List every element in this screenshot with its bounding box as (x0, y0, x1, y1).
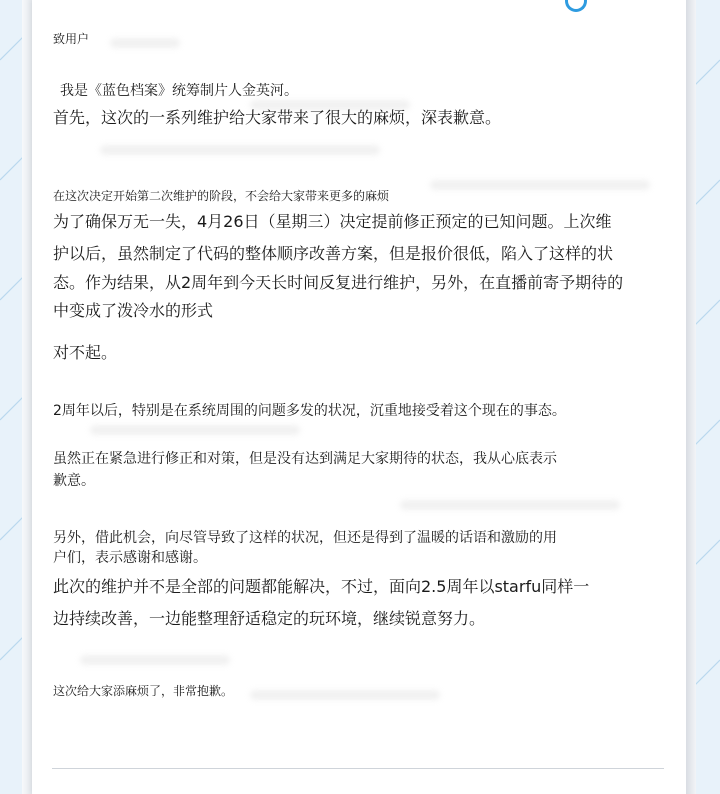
sorry-line: 对不起。 (53, 343, 118, 362)
paragraph-line: 边持续改善，一边能整理舒适稳定的玩环境，继续锐意努力。 (53, 609, 486, 628)
paper-edge-right (686, 0, 696, 794)
blur-trace (90, 425, 300, 435)
blur-trace (250, 690, 440, 700)
apology-line: 首先，这次的一系列维护给大家带来了很大的麻烦，深表歉意。 (53, 108, 502, 127)
blur-trace (110, 38, 180, 48)
paragraph-line: 歉意。 (53, 473, 95, 489)
paragraph-line: 另外，借此机会，向尽管导致了这样的状况，但还是得到了温暖的话语和激励的用 (53, 530, 557, 546)
footer-divider (52, 768, 664, 769)
paragraph-line: 护以后，虽然制定了代码的整体顺序改善方案，但是报价很低，陷入了这样的状 (53, 244, 614, 263)
paragraph-line: 户们，表示感谢和感谢。 (53, 550, 207, 566)
paragraph-line: 中变成了泼冷水的形式 (53, 301, 214, 320)
intro-line: 我是《蓝色档案》统筹制片人金英河。 (60, 83, 298, 99)
paragraph-line: 态。作为结果，从2周年到今天长时间反复进行维护，另外，在直播前寄予期待的 (53, 273, 624, 292)
paragraph-line: 2周年以后，特别是在系统周围的问题多发的状况，沉重地接受着这个现在的事态。 (53, 403, 566, 419)
section-heading: 在这次决定开始第二次维护的阶段，不会给大家带来更多的麻烦 (53, 189, 390, 203)
blur-trace (430, 180, 650, 190)
paragraph-line: 为了确保万无一失，4月26日（星期三）决定提前修正预定的已知问题。上次维 (53, 212, 612, 231)
paper-edge-left (22, 0, 32, 794)
paragraph-line: 此次的维护并不是全部的问题都能解决，不过，面向2.5周年以starfu同样一 (53, 577, 590, 596)
blur-trace (100, 145, 380, 155)
salutation: 致用户 (53, 32, 90, 46)
closing-line: 这次给大家添麻烦了，非常抱歉。 (53, 684, 234, 698)
paragraph-line: 虽然正在紧急进行修正和对策，但是没有达到满足大家期待的状态，我从心底表示 (53, 451, 557, 467)
blur-trace (400, 500, 620, 510)
blur-trace (80, 655, 230, 665)
